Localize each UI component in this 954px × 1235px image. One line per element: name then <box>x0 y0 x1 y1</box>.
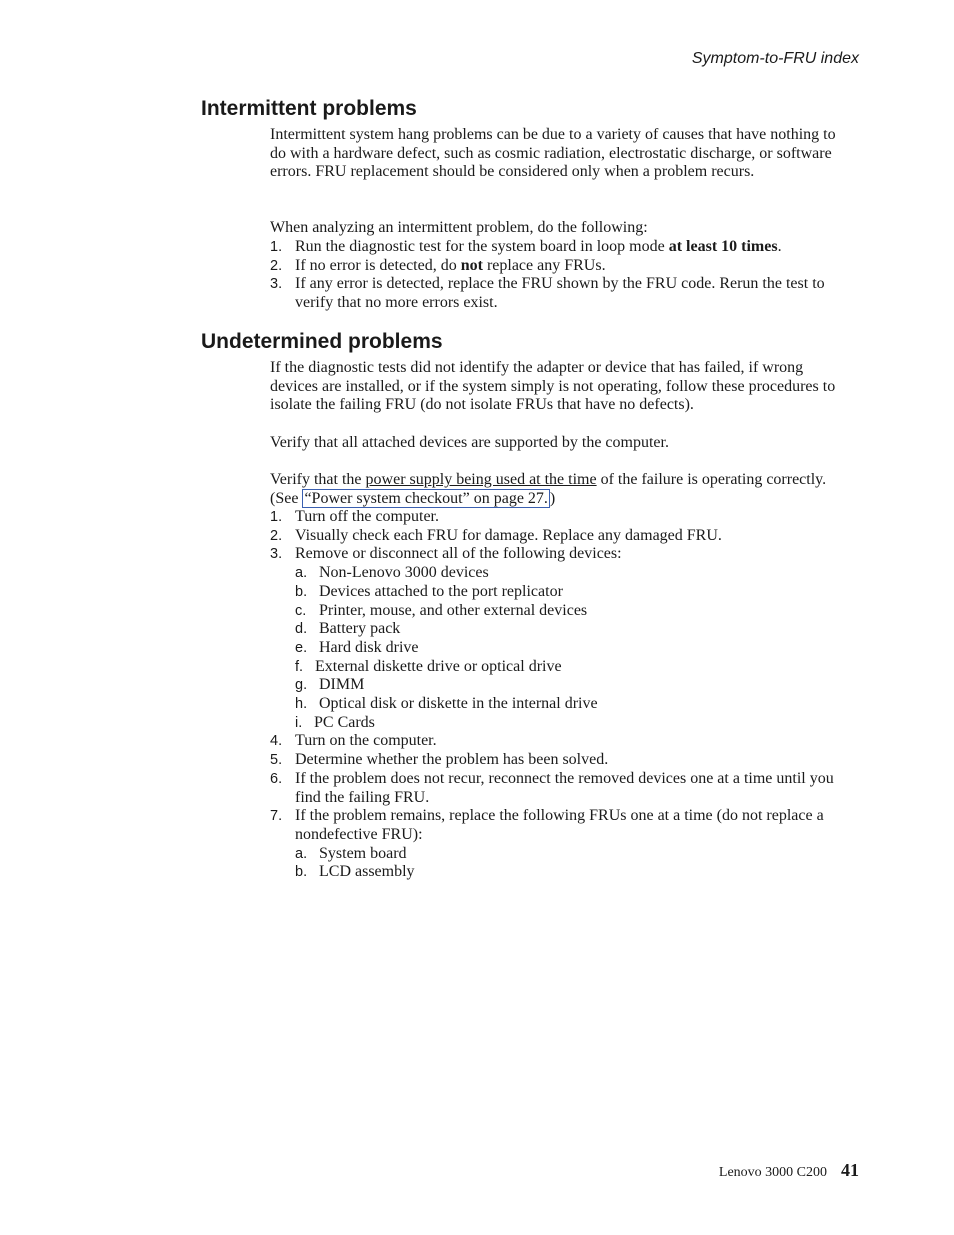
power-supply-underlined-text: power supply being used at the time <box>365 471 597 488</box>
running-head: Symptom-to-FRU index <box>691 50 859 67</box>
substep-text: DIMM <box>319 676 365 694</box>
step-number: 1. <box>270 509 283 525</box>
substep-text: Devices attached to the port replicator <box>319 582 563 600</box>
list-item <box>270 527 855 546</box>
step-text: Run the diagnostic test for the system board in loop mode <box>295 238 669 255</box>
substep-text: Optical disk or diskette in the internal drive <box>319 695 598 713</box>
step-text: If the problem remains, replace the following FRUs one at a time (do not replace a nondefective FRU): <box>295 807 824 843</box>
page-footer <box>719 1160 859 1181</box>
substep-letter: a. <box>295 845 308 862</box>
list-item <box>295 620 855 639</box>
verify-power-text-mid: of the failure is operating correctly. (See <box>270 471 827 507</box>
section-heading-undetermined: Undetermined problems <box>201 330 443 353</box>
substep-letter: b. <box>295 583 308 600</box>
power-system-checkout-link[interactable]: “Power system checkout” on page 27. <box>304 489 548 507</box>
substep-letter: e. <box>295 639 308 656</box>
substep-letter: c. <box>295 602 307 619</box>
step-text: Visually check each FRU for damage. Replace any damaged FRU. <box>295 526 722 544</box>
substep-text: LCD assembly <box>319 863 415 881</box>
step-text: Remove or disconnect all of the following devices: <box>295 545 622 563</box>
step-text: Turn on the computer. <box>295 732 437 750</box>
step-number: 1. <box>270 239 283 255</box>
verify-power-text: Verify that the <box>270 471 366 488</box>
substep-text: External diskette drive or optical drive <box>315 657 562 675</box>
step-emphasis: not <box>460 256 483 274</box>
list-item <box>270 275 855 312</box>
substep-letter: a. <box>295 565 308 582</box>
step-text: Determine whether the problem has been solved. <box>295 751 609 769</box>
list-item <box>270 770 855 807</box>
list-item <box>270 751 855 770</box>
step-text-end: replace any FRUs. <box>482 256 606 274</box>
step-number: 3. <box>270 546 283 563</box>
substep-letter: f. <box>295 658 304 675</box>
step-number: 7. <box>270 808 283 825</box>
verify-devices-paragraph: Verify that all attached devices are supported by the computer. <box>270 434 669 451</box>
list-item <box>295 602 855 621</box>
list-item <box>295 845 855 864</box>
list-item <box>295 676 855 695</box>
verify-power-text-end: ) <box>549 489 556 507</box>
substep-letter: g. <box>295 677 308 694</box>
fru-sublist <box>295 845 855 882</box>
step-text: Turn off the computer. <box>295 508 439 525</box>
list-item <box>295 695 855 714</box>
step-emphasis: at least 10 times <box>668 238 778 255</box>
undetermined-intro-paragraph: If the diagnostic tests did not identify the adapter or device that has failed, if wrong devices are installed, or if the system simply is not operating, follow these procedures to isolate the failing FRU (do not isolate FRUs that have no defects). <box>270 359 836 414</box>
footer-product-name: Lenovo 3000 C200 <box>718 1165 827 1180</box>
substep-text: System board <box>319 844 407 862</box>
device-sublist <box>295 564 855 732</box>
page-number: 41 <box>841 1160 859 1180</box>
step-text: If no error is detected, do <box>295 256 461 274</box>
step-number: 4. <box>270 733 283 750</box>
step-text-end: . <box>777 238 782 255</box>
list-item <box>295 714 855 733</box>
list-item <box>295 658 855 677</box>
list-item <box>270 807 855 882</box>
list-item <box>295 564 855 583</box>
intermittent-steps-list <box>270 238 855 313</box>
list-item <box>270 545 855 732</box>
list-item <box>270 257 855 276</box>
step-number: 5. <box>270 752 283 769</box>
substep-text: Hard disk drive <box>319 638 419 656</box>
substep-letter: d. <box>295 621 308 638</box>
step-number: 2. <box>270 527 283 544</box>
list-item <box>270 238 855 257</box>
list-item <box>295 639 855 658</box>
step-number: 3. <box>270 276 283 293</box>
substep-text: Battery pack <box>319 620 401 638</box>
substep-letter: i. <box>295 714 303 731</box>
step-text: If the problem does not recur, reconnect the removed devices one at a time until you find the failing FRU. <box>295 769 834 806</box>
substep-letter: h. <box>295 696 308 713</box>
step-number: 2. <box>270 257 283 274</box>
step-text: If any error is detected, replace the FRU shown by the FRU code. Rerun the test to verify that no more errors exist. <box>295 275 825 312</box>
list-item <box>270 732 855 751</box>
step-number: 6. <box>270 770 283 787</box>
substep-text: PC Cards <box>314 713 375 731</box>
undetermined-steps-list <box>270 508 855 882</box>
list-item <box>295 583 855 602</box>
substep-text: Non-Lenovo 3000 devices <box>319 564 489 582</box>
substep-text: Printer, mouse, and other external devices <box>319 601 588 619</box>
intermittent-intro-paragraph: Intermittent system hang problems can be due to a variety of causes that have nothing to do with a hardware defect, such as cosmic radiation, electrostatic discharge, or software errors. FRU replacement should be considered only when a problem recurs. <box>270 126 836 181</box>
verify-power-paragraph <box>270 471 855 508</box>
intermittent-instruction-paragraph: When analyzing an intermittent problem, do the following: <box>270 219 648 236</box>
section-heading-intermittent: Intermittent problems <box>201 97 417 120</box>
list-item <box>270 508 855 527</box>
substep-letter: b. <box>295 864 308 881</box>
list-item <box>295 863 855 882</box>
